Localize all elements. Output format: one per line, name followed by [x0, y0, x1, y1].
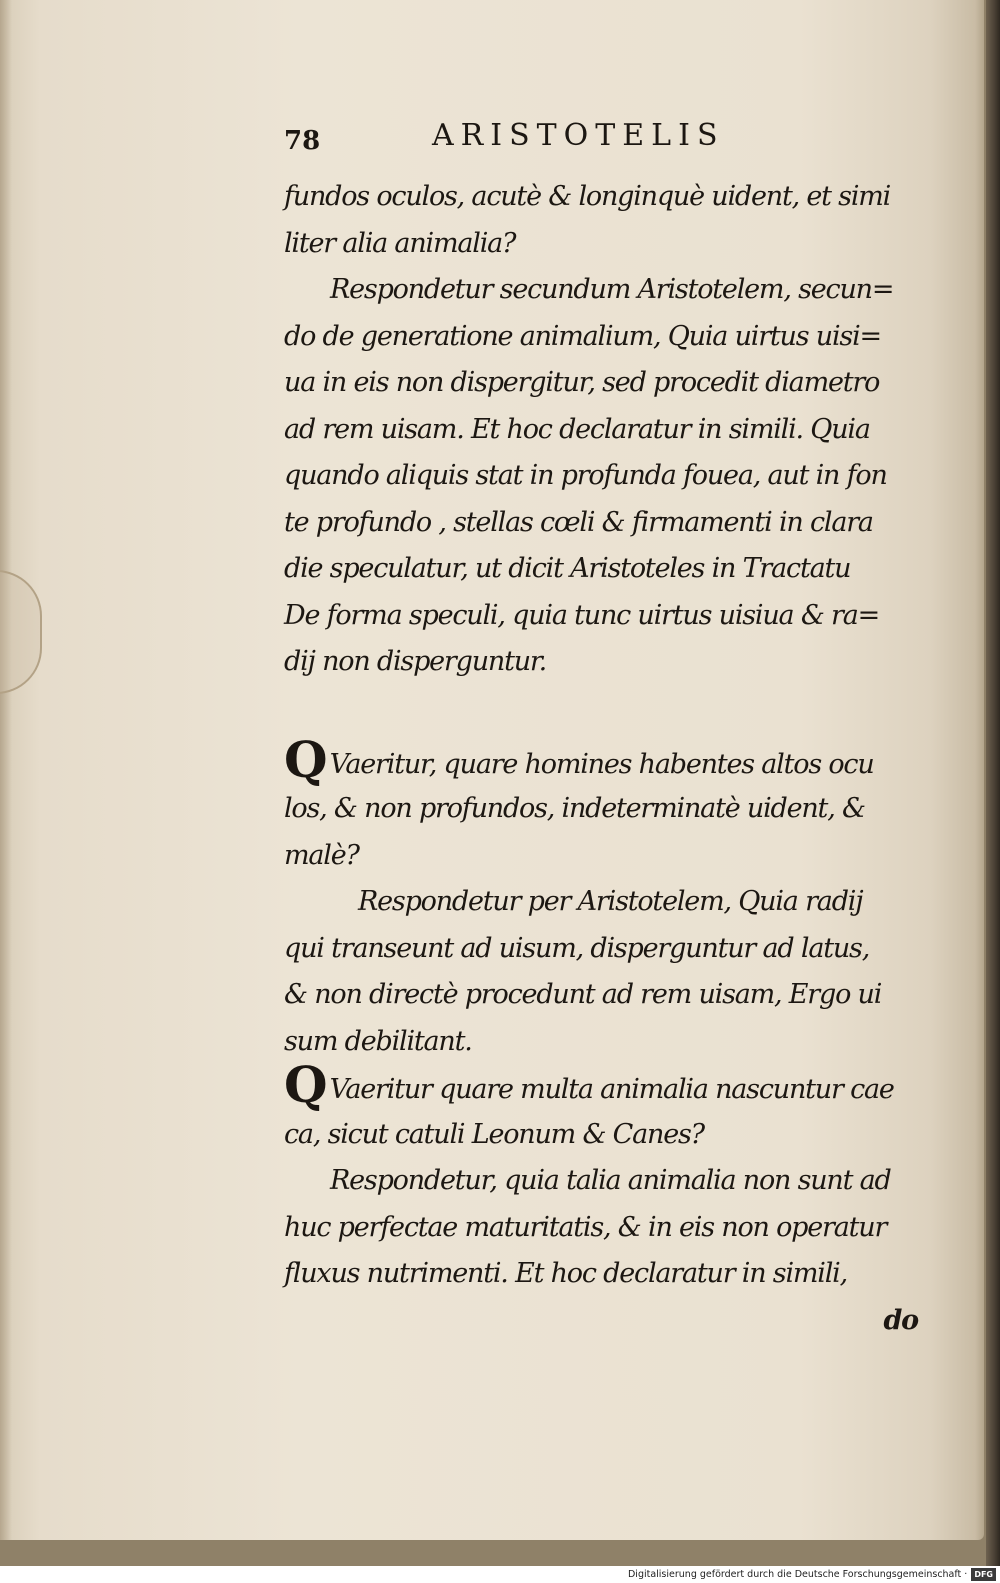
initial-letter: Q [284, 729, 328, 789]
text-line: Respondetur per Aristotelem, Quia radij [358, 886, 863, 917]
question-2 [284, 729, 924, 1066]
question-3 [284, 1055, 924, 1298]
text-line: qui transeunt ad uisum, disperguntur ad latus, [284, 932, 870, 964]
folio-number: 78 [284, 126, 321, 156]
text-line: dij non disperguntur. [284, 646, 547, 677]
text-line: do de generatione animalium, Quia uirtus uisi= [284, 320, 881, 352]
text-line: die speculatur, ut dicit Aristoteles in Tractatu [284, 553, 851, 584]
text-line: malè? [284, 839, 359, 871]
text-line [284, 729, 924, 789]
catchword: do [883, 1304, 918, 1336]
text-line: Respondetur secundum Aristotelem, secun= [330, 274, 894, 305]
text-line: De forma speculi, quia tunc uirtus uisiua & ra= [284, 599, 880, 631]
paragraph-1 [284, 174, 924, 686]
text-line: quando aliquis stat in profunda fouea, aut in fon [284, 460, 887, 491]
text-line: ca, sicut catuli Leonum & Canes? [284, 1118, 704, 1150]
dfg-logo: DFG [971, 1568, 996, 1581]
text-line: Respondetur, quia talia animalia non sunt ad [330, 1165, 891, 1196]
text-line: los, & non profundos, indeterminatè uident, & [284, 793, 865, 824]
text-line: liter alia animalia? [284, 227, 516, 259]
page-text [284, 112, 924, 1344]
question-text: Vaeritur quare multa animalia nascuntur cae [329, 1074, 894, 1105]
section-gap [284, 686, 924, 740]
gutter-shadow [0, 0, 12, 1540]
text-line: huc perfectae maturitatis, & in eis non operatur [284, 1211, 887, 1243]
text-line: fluxus nutrimenti. Et hoc declaratur in simili, [284, 1258, 847, 1289]
question-text: Vaeritur, quare homines habentes altos ocu [329, 748, 874, 780]
text-line: sum debilitant. [284, 1025, 472, 1057]
text-line: ua in eis non dispergitur, sed procedit diametro [284, 367, 880, 398]
credit-text: Digitalisierung gefördert durch die Deutsche Forschungsgemeinschaft · [627, 1569, 968, 1580]
text-line: te profundo , stellas cœli & firmamenti in clara [284, 506, 873, 538]
page-tab-mark [0, 570, 42, 694]
text-line: ad rem uisam. Et hoc declaratur in simili. Quia [284, 413, 870, 445]
digitization-credit [0, 1566, 1000, 1583]
page-header [284, 112, 924, 174]
text-line [284, 1055, 924, 1114]
running-head: ARISTOTELIS [432, 118, 725, 153]
text-line: & non directè procedunt ad rem uisam, Ergo ui [284, 979, 882, 1010]
initial-letter: Q [284, 1055, 328, 1114]
book-edge [986, 0, 1000, 1566]
text-line: fundos oculos, acutè & longinquè uident, et simi [284, 181, 891, 212]
